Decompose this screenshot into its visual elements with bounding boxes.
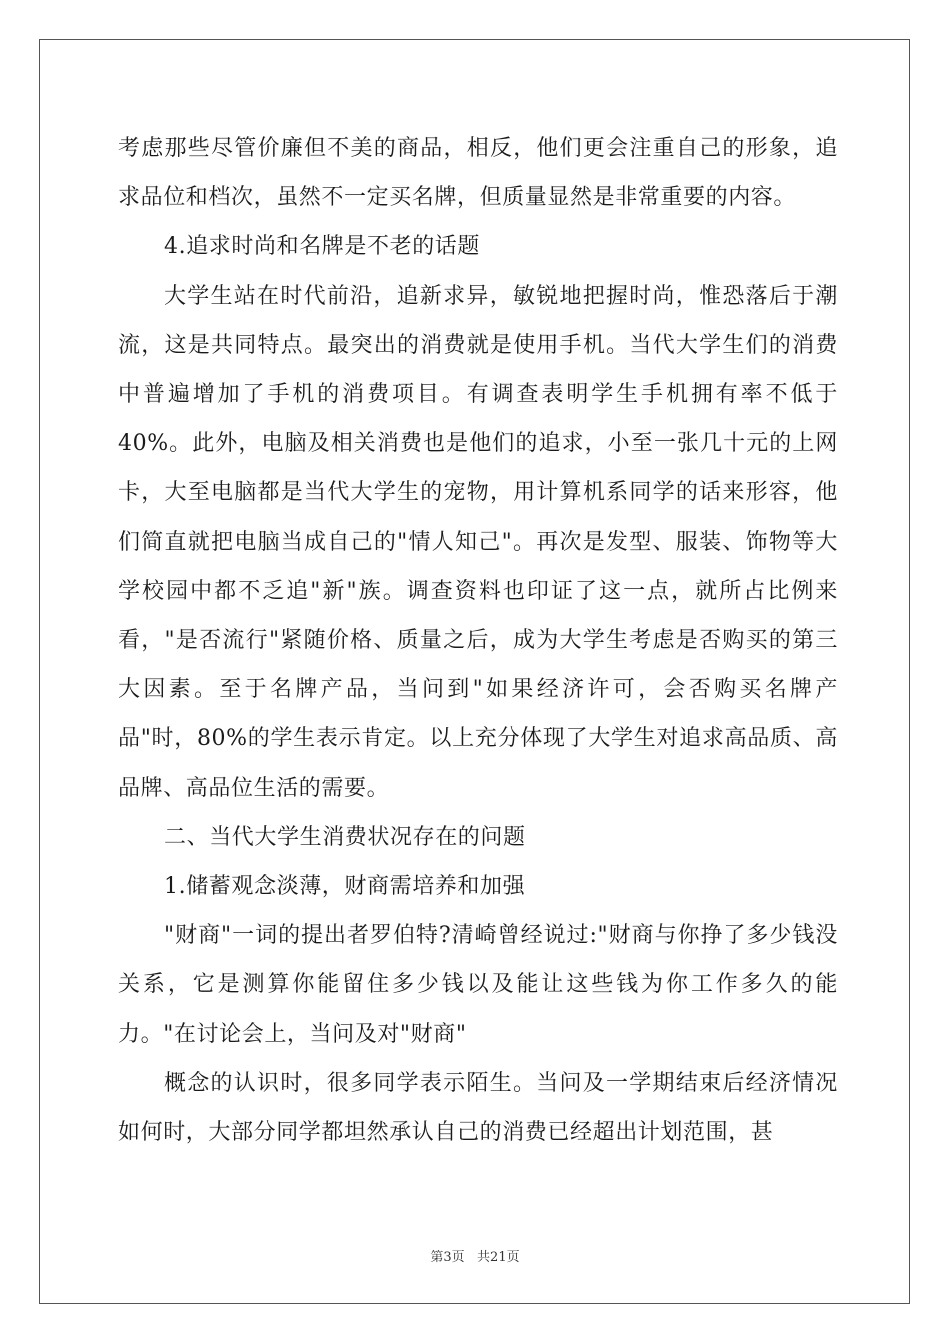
section-heading-1: 1.储蓄观念淡薄，财商需培养和加强 — [164, 874, 526, 900]
paragraph-financial-quotient: "财商"一词的提出者罗伯特?清崎曾经说过:"财商与你挣了多少钱没关系，它是测算你能留住多少钱以及能让这些钱为你工作多久的能力。"在讨论会上，当问及对"财商" — [118, 923, 838, 1047]
section-heading-4: 4.追求时尚和名牌是不老的话题 — [164, 234, 480, 260]
document-body — [118, 124, 838, 1157]
paragraph-fashion-brands: 大学生站在时代前沿，追新求异，敏锐地把握时尚，惟恐落后于潮流，这是共同特点。最突出的消费就是使用手机。当代大学生们的消费中普遍增加了手机的消费项目。有调查表明学生手机拥有率不低于40%。此外，电脑及相关消费也是他们的追求，小至一张几十元的上网卡，大至电脑都是当代大学生的宠物，用计算机系同学的话来形容，他们简直就把电脑当成自己的"情人知己"。再次是发型、服装、饰物等大学校园中都不乏追"新"族。调查资料也印证了这一点，就所占比例来看，"是否流行"紧随价格、质量之后，成为大学生考虑是否购买的第三大因素。至于名牌产品，当问到"如果经济许可，会否购买名牌产品"时，80%的学生表示肯定。以上充分体现了大学生对追求高品质、高品牌、高品位生活的需要。 — [118, 283, 838, 801]
page-number-footer: 第3页 共21页 — [430, 1250, 520, 1265]
section-heading-problems: 二、当代大学生消费状况存在的问题 — [164, 824, 526, 850]
paragraph-concept-awareness: 概念的认识时，很多同学表示陌生。当问及一学期结束后经济情况如何时，大部分同学都坦然承认自己的消费已经超出计划范围，甚 — [118, 1070, 838, 1146]
paragraph-1: 考虑那些尽管价廉但不美的商品，相反，他们更会注重自己的形象，追求品位和档次，虽然不一定买名牌，但质量显然是非常重要的内容。 — [118, 136, 838, 211]
